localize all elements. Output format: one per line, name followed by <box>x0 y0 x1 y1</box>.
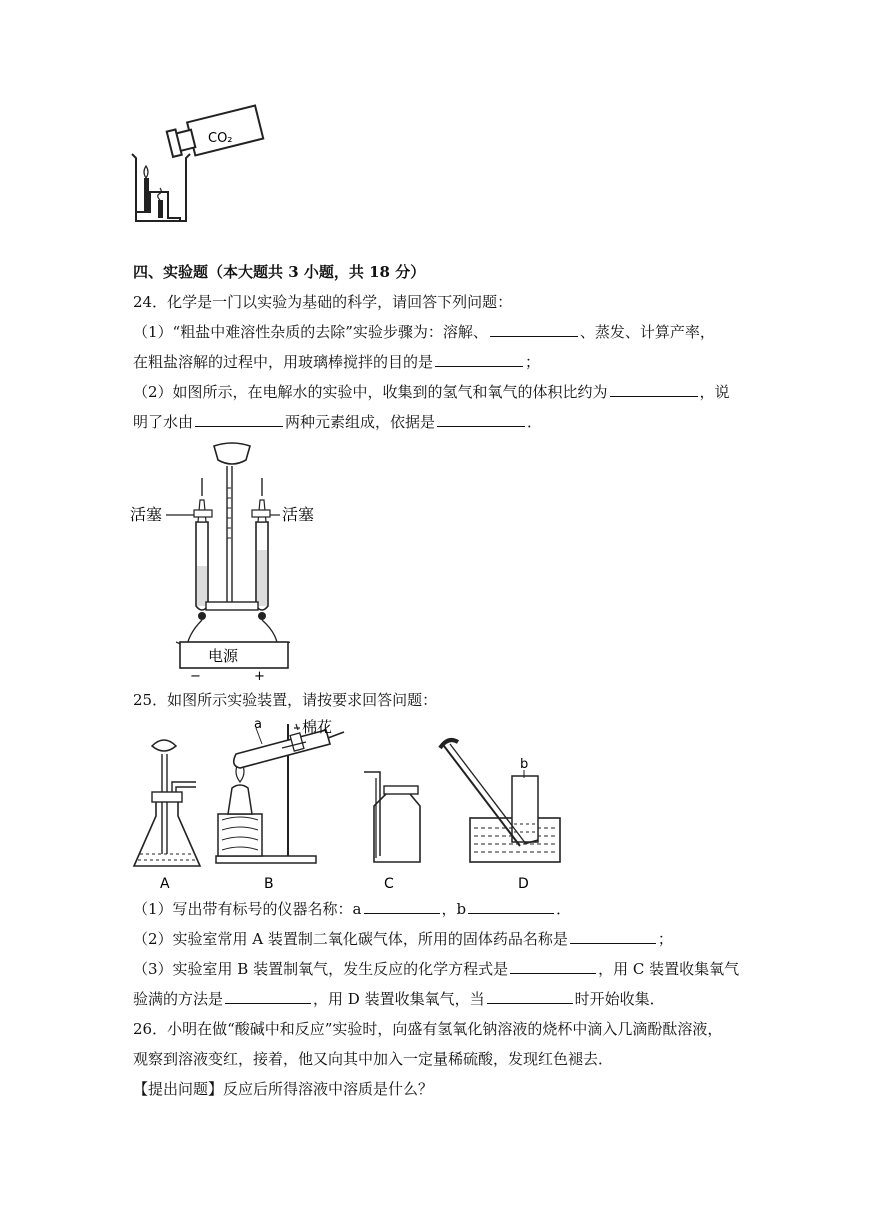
apparatus-b <box>216 724 344 863</box>
label-d: D <box>518 876 529 892</box>
q25-p1-text-b: ，b <box>441 900 467 918</box>
q25-blank-2[interactable] <box>570 929 656 944</box>
q25-p2-text-b: ； <box>657 930 673 948</box>
q24-blank-1[interactable] <box>490 322 578 337</box>
plus-label: + <box>254 669 265 682</box>
q26-line2: 观察到溶液变红，接着，他又向其中加入一定量稀硫酸，发现红色褪去． <box>133 1050 614 1068</box>
q25-part3-line1 <box>133 959 739 979</box>
electrolysis-figure <box>128 438 318 682</box>
q25-part3-line2 <box>133 989 665 1009</box>
label-a: A <box>160 876 170 892</box>
label-instrument-b: b <box>520 757 529 772</box>
co2-candle-figure <box>128 100 266 225</box>
q25-blank-a[interactable] <box>364 899 440 914</box>
label-instrument-a: a <box>254 717 262 732</box>
q24-p2-text-d: 两种元素组成，依据是 <box>285 413 436 431</box>
label-c: C <box>384 876 394 892</box>
q25-part1 <box>133 899 571 919</box>
minus-label: − <box>190 669 201 682</box>
q24-blank-3[interactable] <box>610 382 698 397</box>
q25-p3-text-c: 验满的方法是 <box>133 990 224 1008</box>
q25-blank-3[interactable] <box>510 959 596 974</box>
q25-p1-text-c: ． <box>556 900 572 918</box>
q24-part2-line1 <box>133 382 730 402</box>
label-cotton: 棉花 <box>302 718 333 736</box>
q24-p2-text-e: ． <box>527 413 543 431</box>
q25-blank-5[interactable] <box>487 989 573 1004</box>
power-label: 电源 <box>208 647 239 665</box>
q25-part2 <box>133 929 673 949</box>
q24-blank-2[interactable] <box>435 352 523 367</box>
q26-line1: 26．小明在做“酸碱中和反应”实验时，向盛有氢氧化钠溶液的烧杯中滴入几滴酚酞溶液， <box>133 1020 723 1038</box>
q25-p3-text-e: 时开始收集． <box>574 990 665 1008</box>
q25-p2-text-a: （2）实验室常用 A 装置制二氧化碳气体，所用的固体药品名称是 <box>133 930 568 948</box>
q25-blank-b[interactable] <box>468 899 554 914</box>
co2-label: CO₂ <box>208 131 233 146</box>
q25-p3-text-d: ，用 D 装置收集氧气，当 <box>313 990 485 1008</box>
q24-blank-5[interactable] <box>437 412 525 427</box>
q24-p1-text-b: 、蒸发、计算产率， <box>579 323 715 341</box>
q24-part1-line2 <box>133 352 540 372</box>
q26-line3: 【提出问题】反应后所得溶液中溶质是什么？ <box>133 1080 434 1098</box>
apparatus-c <box>364 772 420 862</box>
q24-p2-text-b: ，说 <box>699 383 730 401</box>
q24-blank-4[interactable] <box>195 412 283 427</box>
q24-part2-line2 <box>133 412 542 432</box>
q25-p3-text-a: （3）实验室用 B 装置制氧气，发生反应的化学方程式是 <box>133 960 509 978</box>
section-heading: 四、实验题（本大题共 3 小题，共 18 分） <box>133 263 426 281</box>
label-b: B <box>264 876 274 892</box>
q25-stem: 25．如图所示实验装置，请按要求回答问题： <box>133 691 438 709</box>
q24-p2-text-a: （2）如图所示，在电解水的实验中，收集到的氢气和氧气的体积比约为 <box>133 383 608 401</box>
q25-p1-text-a: （1）写出带有标号的仪器名称：a <box>133 900 362 918</box>
apparatus-a <box>134 740 200 866</box>
q25-blank-4[interactable] <box>225 989 311 1004</box>
q24-p1-text-d: ； <box>525 353 541 371</box>
q25-p3-text-b: ，用 C 装置收集氧气 <box>598 960 740 978</box>
q24-p1-text-a: （1）“粗盐中难溶性杂质的去除”实验步骤为：溶解、 <box>133 323 488 341</box>
q24-p2-text-c: 明了水由 <box>133 413 194 431</box>
q24-stem: 24．化学是一门以实验为基础的科学，请回答下列问题： <box>133 293 513 311</box>
stopcock-left-label: 活塞 <box>130 505 163 524</box>
apparatus-d <box>440 740 560 862</box>
stopcock-right-label: 活塞 <box>282 505 315 524</box>
q24-part1-line1 <box>133 322 715 342</box>
apparatus-figure <box>128 716 568 894</box>
q24-p1-text-c: 在粗盐溶解的过程中，用玻璃棒搅拌的目的是 <box>133 353 434 371</box>
